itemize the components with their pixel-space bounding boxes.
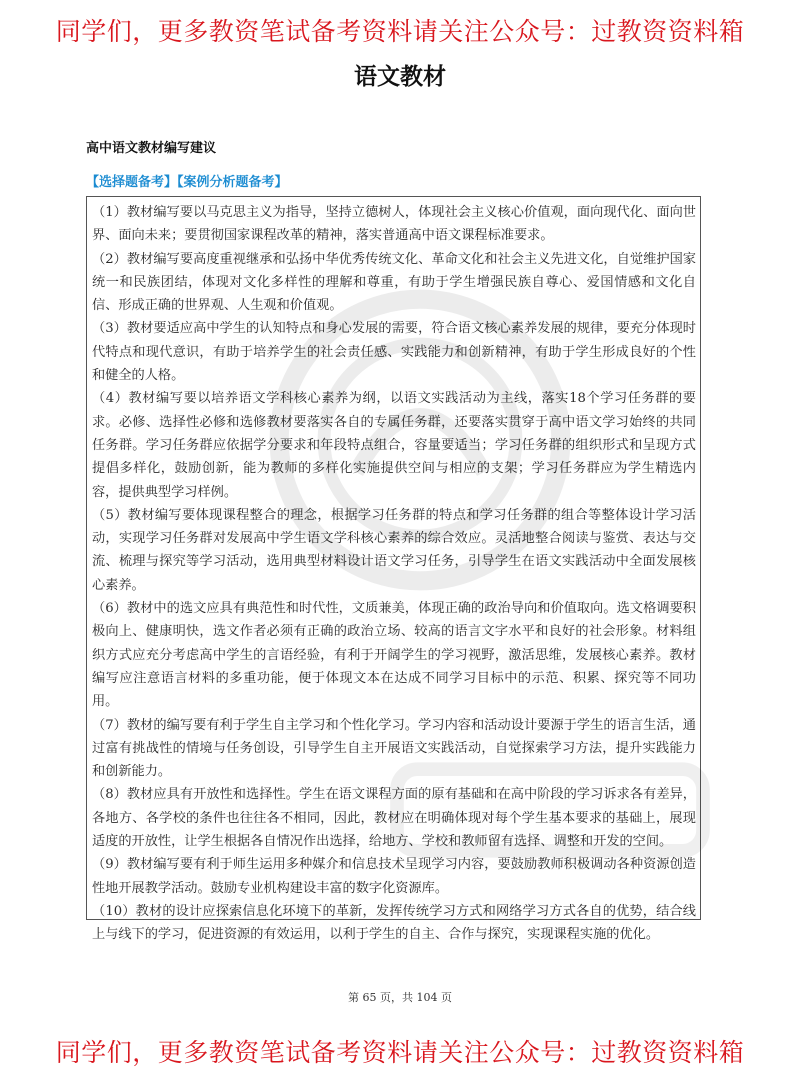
paragraph-3: （3）教材要适应高中学生的认知特点和身心发展的需要，符合语文核心素养发展的规律，要充分体现时代特点和现代意识，有助于培养学生的社会责任感、实践能力和创新精神，有助于学生形成良好的个性和健全的人格。 xyxy=(92,321,696,384)
paragraph-4: （4）教材编写要以培养语文学科核心素养为纲，以语文实践活动为主线，落实18个学习任务群的要求。必修、选择性必修和选修教材要落实各自的专属任务群，还要落实贯穿于高中语文学习始终的共同任务群。学习任务群应依据学分要求和年段特点组合，容量要适当；学习任务群的组织形式和呈现方式提倡多样化，鼓励创新，能为教师的多样化实施提供空间与相应的支架；学习任务群应为学生精选内容，提供典型学习样例。 xyxy=(92,391,696,500)
paragraph-2: （2）教材编写要高度重视继承和弘扬中华优秀传统文化、革命文化和社会主义先进文化，自觉维护国家统一和民族团结，体现对文化多样性的理解和尊重，有助于学生增强民族自尊心、爱国情感和文化自信、形成正确的世界观、人生观和价值观。 xyxy=(92,251,696,314)
page-number: 第 65 页，共 104 页 xyxy=(348,991,452,1004)
paragraph-6: （6）教材中的选文应具有典范性和时代性，文质兼美，体现正确的政治导向和价值取向。选文格调要积极向上、健康明快，选文作者必须有正确的政治立场、较高的语言文字水平和良好的社会形象。材料组织方式应充分考虑高中学生的言语经验，有利于开阔学生的学习视野，激活思维，发展核心素养。教材编写应注意语言材料的多重功能，便于体现文本在达成不同学习目标中的示范、积累、探究等不同功用。 xyxy=(92,601,696,710)
paragraph-8: （8）教材应具有开放性和选择性。学生在语文课程方面的原有基础和在高中阶段的学习诉求各有差异，各地方、各学校的条件也往往各不相同，因此，教材应在明确体现对每个学生基本要求的基础上，展现适度的开放性，让学生根据各自情况作出选择，给地方、学校和教师留有选择、调整和开发的空间。 xyxy=(92,787,696,850)
paragraph-9: （9）教材编写要有利于师生运用多种媒介和信息技术呈现学习内容，要鼓励教师积极调动各种资源创造性地开展教学活动。鼓励专业机构建设丰富的数字化资源库。 xyxy=(92,857,696,896)
top-banner: 同学们，更多教资笔试备考资料请关注公众号：过教资资料箱 xyxy=(55,17,745,46)
paragraph-1: （1）教材编写要以马克思主义为指导，坚持立德树人，体现社会主义核心价值观，面向现代化、面向世界、面向未来；要贯彻国家课程改革的精神，落实普通高中语文课程标准要求。 xyxy=(92,205,696,244)
document-title: 语文教材 xyxy=(354,63,446,90)
paragraph-7: （7）教材的编写要有利于学生自主学习和个性化学习。学习内容和活动设计要源于学生的语言生活，通过富有挑战性的情境与任务创设，引导学生自主开展语文实践活动，自觉探索学习方法，提升实践能力和创新能力。 xyxy=(92,717,696,780)
section-title: 高中语文教材编写建议 xyxy=(86,141,217,156)
paragraph-10: （10）教材的设计应探索信息化环境下的革新，发挥传统学习方式和网络学习方式各自的优势，结合线上与线下的学习，促进资源的有效运用，以利于学生的自主、合作与探究，实现课程实施的优化。 xyxy=(92,903,696,943)
paragraph-5: （5）教材编写要体现课程整合的理念，根据学习任务群的特点和学习任务群的组合等整体设计学习活动，实现学习任务群对发展高中学生语文学科核心素养的综合效应。灵活地整合阅读与鉴赏、表达与交流、梳理与探究等学习活动，选用典型材料设计语文学习任务，引导学生在语文实践活动中全面发展核心素养。 xyxy=(92,507,696,593)
exam-tags: 【选择题备考】【案例分析题备考】 xyxy=(86,175,288,190)
bottom-banner: 同学们，更多教资笔试备考资料请关注公众号：过教资资料箱 xyxy=(55,1038,745,1067)
content-box xyxy=(86,196,701,943)
